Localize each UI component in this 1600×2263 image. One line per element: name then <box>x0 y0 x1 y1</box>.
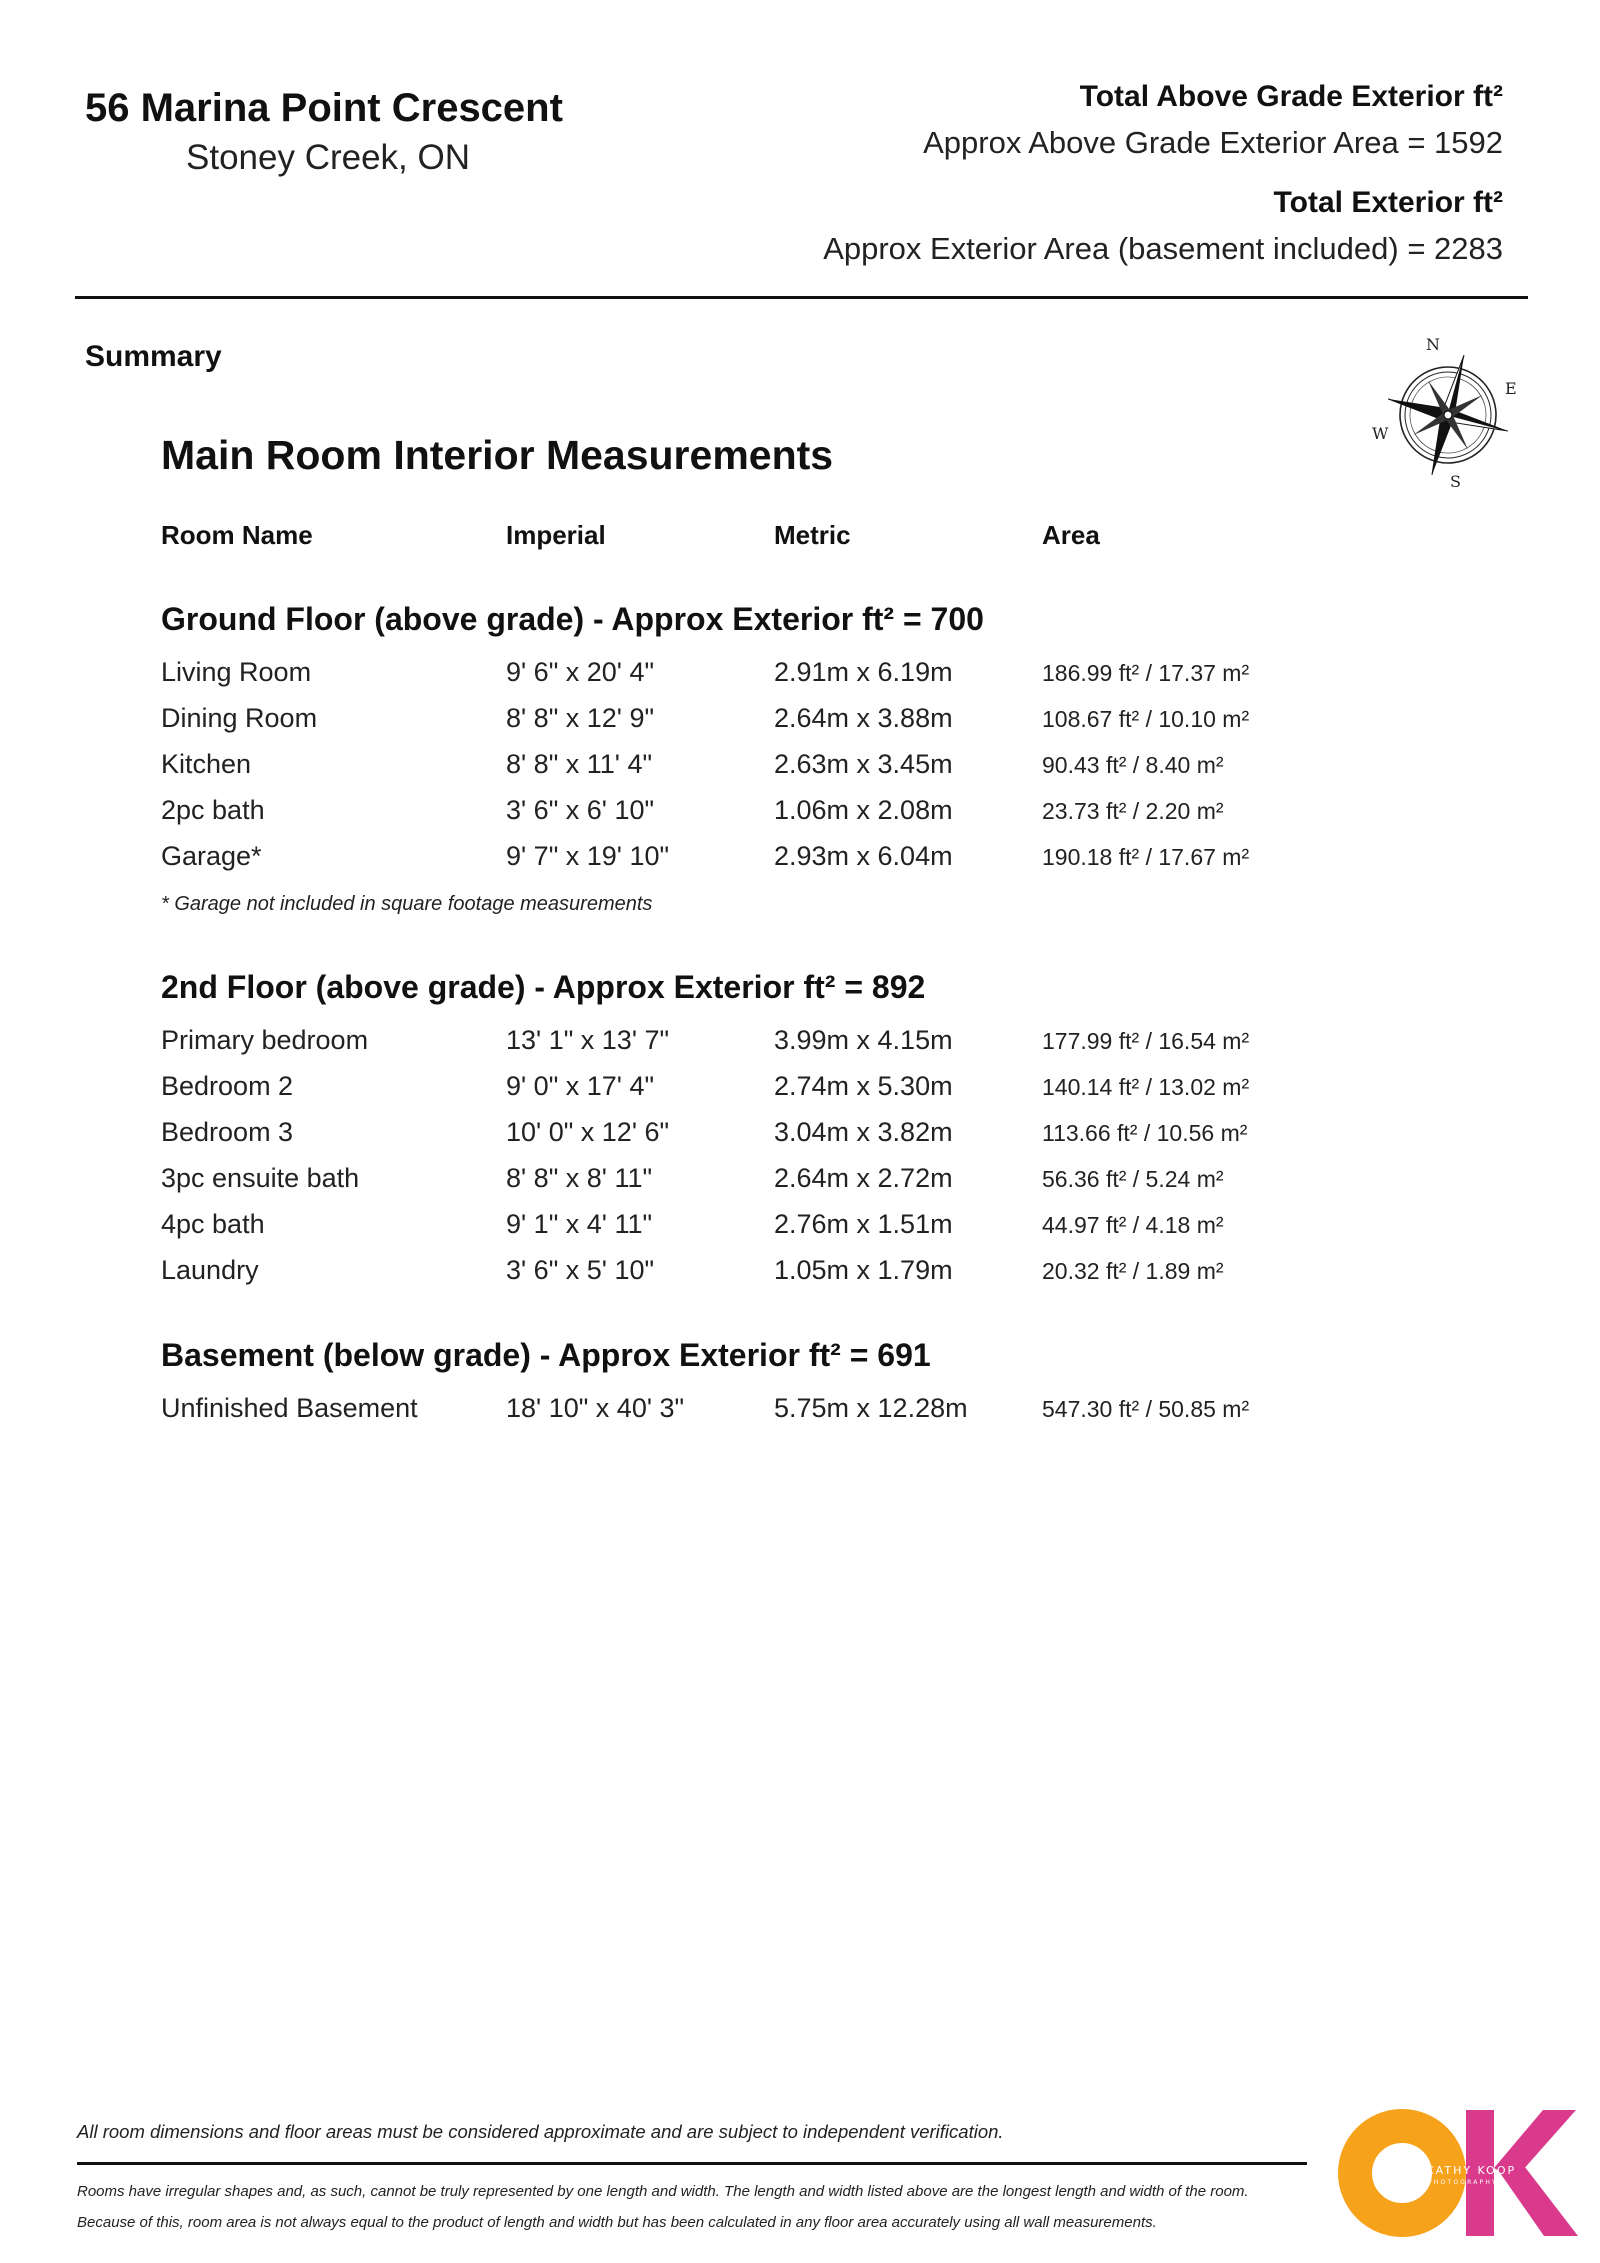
room-area: 44.97 ft² / 4.18 m² <box>1042 1212 1224 1238</box>
table-row <box>0 749 1600 789</box>
room-name: Dining Room <box>161 703 318 733</box>
disclaimer-irregular-line2: Because of this, room area is not always equal to the product of length and width but has been calculated in any floor area accurately using all wall measurements. <box>77 2214 1157 2231</box>
room-imperial: 8' 8" x 8' 11" <box>506 1163 653 1193</box>
room-metric: 2.64m x 2.72m <box>774 1163 953 1193</box>
column-header-room-name: Room Name <box>161 520 313 550</box>
room-imperial: 9' 6" x 20' 4" <box>506 657 655 687</box>
total-exterior-heading: Total Exterior ft² <box>1273 186 1503 219</box>
table-row <box>0 703 1600 743</box>
table-row <box>0 1163 1600 1203</box>
table-row <box>0 1393 1600 1433</box>
room-name: Garage* <box>161 841 262 871</box>
room-area: 90.43 ft² / 8.40 m² <box>1042 752 1224 778</box>
room-area: 547.30 ft² / 50.85 m² <box>1042 1396 1250 1422</box>
compass-west-label: W <box>1372 424 1389 443</box>
room-area: 20.32 ft² / 1.89 m² <box>1042 1258 1224 1284</box>
room-name: Kitchen <box>161 749 252 779</box>
room-area: 140.14 ft² / 13.02 m² <box>1042 1074 1250 1100</box>
room-name: Laundry <box>161 1255 259 1285</box>
room-metric: 2.74m x 5.30m <box>774 1071 953 1101</box>
room-name: Unfinished Basement <box>161 1393 418 1423</box>
total-exterior-value: Approx Exterior Area (basement included) = 2283 <box>823 231 1503 266</box>
room-imperial: 10' 0" x 12' 6" <box>506 1117 670 1147</box>
disclaimer-approximate: All room dimensions and floor areas must be considered approximate and are subject to independent verification. <box>77 2121 1004 2142</box>
table-row <box>0 1255 1600 1295</box>
room-imperial: 13' 1" x 13' 7" <box>506 1025 670 1055</box>
room-name: 4pc bath <box>161 1209 265 1239</box>
room-area: 113.66 ft² / 10.56 m² <box>1042 1120 1248 1146</box>
room-name: Bedroom 3 <box>161 1117 294 1147</box>
main-title: Main Room Interior Measurements <box>161 432 834 478</box>
room-area: 56.36 ft² / 5.24 m² <box>1042 1166 1224 1192</box>
room-imperial: 8' 8" x 12' 9" <box>506 703 655 733</box>
room-name: 3pc ensuite bath <box>161 1163 360 1193</box>
table-row <box>0 841 1600 881</box>
garage-footnote: * Garage not included in square footage measurements <box>161 893 653 915</box>
table-row <box>0 1117 1600 1157</box>
table-row <box>0 1071 1600 1111</box>
footer-divider <box>77 2162 1307 2165</box>
section-title-basement: Basement (below grade) - Approx Exterior ft² = 691 <box>161 1337 931 1373</box>
section-title-ground-floor: Ground Floor (above grade) - Approx Exterior ft² = 700 <box>161 601 984 637</box>
room-metric: 1.05m x 1.79m <box>774 1255 953 1285</box>
svg-text:PHOTOGRAPHY: PHOTOGRAPHY <box>1428 2179 1498 2186</box>
cathy-koop-logo <box>1338 2108 1580 2238</box>
table-row <box>0 795 1600 835</box>
column-header-imperial: Imperial <box>506 520 606 550</box>
section-title-second-floor: 2nd Floor (above grade) - Approx Exterior ft² = 892 <box>161 969 926 1005</box>
above-grade-heading: Total Above Grade Exterior ft² <box>1079 80 1503 113</box>
summary-label: Summary <box>85 340 222 373</box>
room-metric: 3.99m x 4.15m <box>774 1025 953 1055</box>
room-name: Bedroom 2 <box>161 1071 294 1101</box>
table-row <box>0 657 1600 697</box>
disclaimer-irregular-line1: Rooms have irregular shapes and, as such, cannot be truly represented by one length and width. The length and width listed above are the longest length and width of the room. <box>77 2183 1249 2200</box>
room-metric: 1.06m x 2.08m <box>774 795 953 825</box>
room-imperial: 3' 6" x 6' 10" <box>506 795 655 825</box>
room-imperial: 9' 0" x 17' 4" <box>506 1071 655 1101</box>
room-name: Living Room <box>161 657 312 687</box>
compass-north-label: N <box>1426 335 1440 354</box>
table-row <box>0 1025 1600 1065</box>
room-metric: 2.91m x 6.19m <box>774 657 953 687</box>
room-area: 108.67 ft² / 10.10 m² <box>1042 706 1250 732</box>
property-address: 56 Marina Point Crescent <box>85 86 563 130</box>
room-imperial: 3' 6" x 5' 10" <box>506 1255 655 1285</box>
room-metric: 2.64m x 3.88m <box>774 703 953 733</box>
room-area: 190.18 ft² / 17.67 m² <box>1042 844 1250 870</box>
header-divider <box>75 296 1528 299</box>
compass-rose-icon <box>1370 333 1520 493</box>
compass-south-label: S <box>1450 472 1461 491</box>
room-imperial: 18' 10" x 40' 3" <box>506 1393 685 1423</box>
room-metric: 5.75m x 12.28m <box>774 1393 968 1423</box>
svg-text:CATHY KOOP: CATHY KOOP <box>1426 2164 1517 2177</box>
column-header-area: Area <box>1042 520 1100 550</box>
room-name: Primary bedroom <box>161 1025 369 1055</box>
room-name: 2pc bath <box>161 795 265 825</box>
room-area: 186.99 ft² / 17.37 m² <box>1042 660 1250 686</box>
room-area: 23.73 ft² / 2.20 m² <box>1042 798 1224 824</box>
room-imperial: 9' 7" x 19' 10" <box>506 841 670 871</box>
room-metric: 2.76m x 1.51m <box>774 1209 953 1239</box>
property-city: Stoney Creek, ON <box>186 138 470 177</box>
compass-east-label: E <box>1505 379 1517 398</box>
column-header-metric: Metric <box>774 520 851 550</box>
room-metric: 2.63m x 3.45m <box>774 749 953 779</box>
room-metric: 3.04m x 3.82m <box>774 1117 953 1147</box>
room-imperial: 8' 8" x 11' 4" <box>506 749 653 779</box>
table-row <box>0 1209 1600 1249</box>
room-area: 177.99 ft² / 16.54 m² <box>1042 1028 1250 1054</box>
above-grade-value: Approx Above Grade Exterior Area = 1592 <box>923 125 1503 160</box>
room-metric: 2.93m x 6.04m <box>774 841 953 871</box>
room-imperial: 9' 1" x 4' 11" <box>506 1209 653 1239</box>
